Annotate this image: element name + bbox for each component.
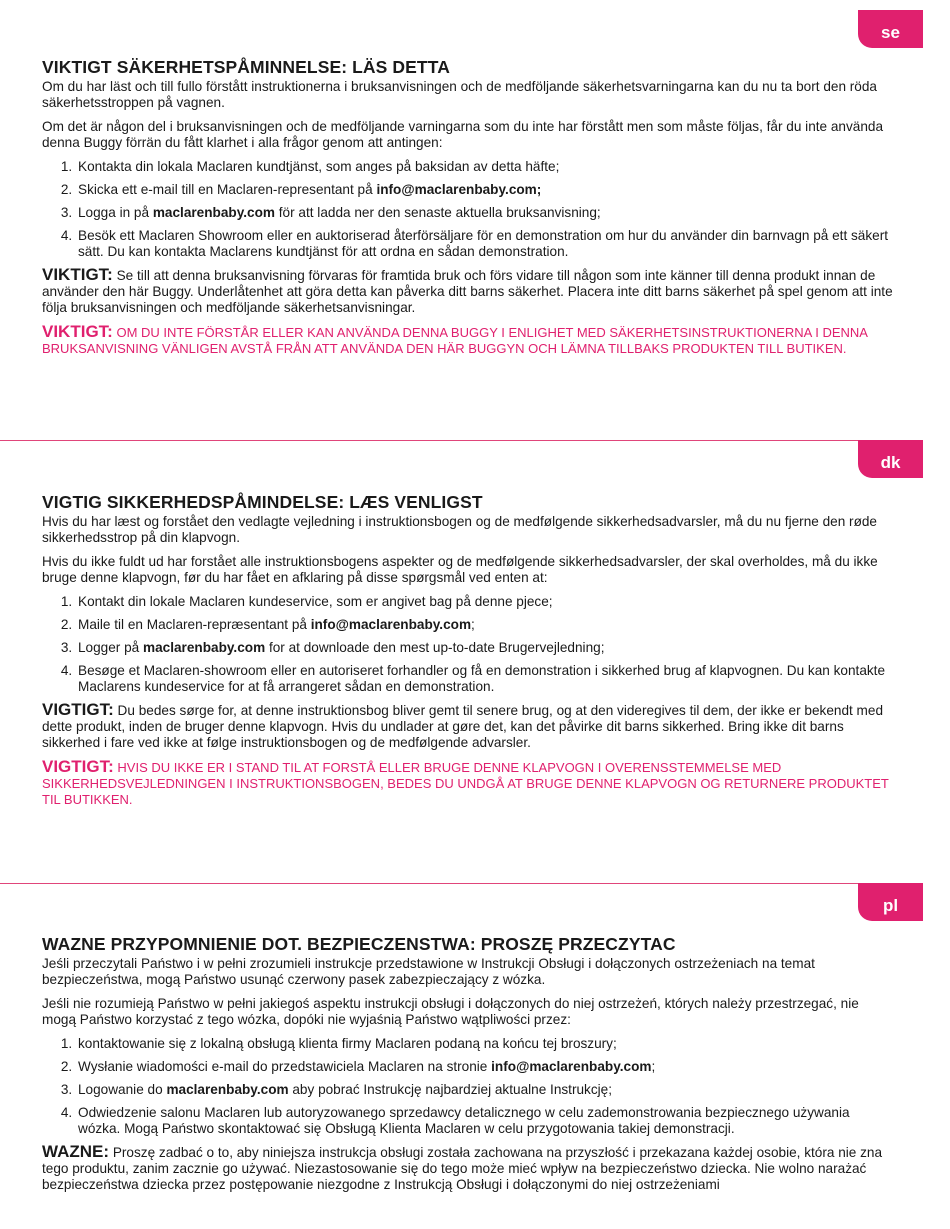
section-divider — [0, 883, 858, 884]
intro-paragraph: Hvis du har læst og forstået den vedlagte vejledning i instruktionsbogen og de medfølgende sikkerhedsadvarsler, må du nu fjerne den røde sikkerhedsstrop på din klapvogn. — [42, 514, 877, 545]
section-title: VIKTIGT SÄKERHETSPÅMINNELSE: LÄS DETTA — [42, 57, 450, 77]
list-item: 2. Skicka ett e-mail till en Maclaren-representant på info@maclarenbaby.com; — [76, 182, 894, 198]
website-link[interactable]: maclarenbaby.com — [166, 1082, 289, 1097]
options-list — [42, 594, 894, 695]
section-title: WAZNE PRZYPOMNIENIE DOT. BEZPIECZENSTWA: PROSZĘ PRZECZYTAC — [42, 934, 676, 954]
language-tab-se: se — [858, 10, 923, 48]
options-list — [42, 1036, 894, 1137]
list-item: 3. Logowanie do maclarenbaby.com aby pobrać Instrukcję najbardziej aktualne Instrukcję; — [76, 1082, 894, 1098]
condition-paragraph: Hvis du ikke fuldt ud har forstået alle instruktionsbogens aspekter og de medfølgende sikkerhedsadvarsler, der skal overholdes, må du ikke bruge denne klapvogn, før du har fået en afklaring på disse spørgsmål ved enten at: — [42, 554, 878, 585]
email-link[interactable]: info@maclarenbaby.com; — [376, 182, 542, 197]
language-tab-dk: dk — [858, 440, 923, 478]
website-link[interactable]: maclarenbaby.com — [143, 640, 266, 655]
list-item: 4. Odwiedzenie salonu Maclaren lub autoryzowanego sprzedawcy detalicznego w celu zademonstrowania bezpiecznego używania wózka. Mogą Państwo skontaktować się Obsługą Klienta Maclaren w celu przygotowania takiej demonstracji. — [76, 1105, 894, 1137]
website-link[interactable]: maclarenbaby.com — [152, 205, 275, 220]
list-item: 2. Maile til en Maclaren-repræsentant på info@maclarenbaby.com; — [76, 617, 894, 633]
list-item: 3. Logger på maclarenbaby.com for at downloade den mest up-to-date Brugervejledning; — [76, 640, 894, 656]
list-item: 4. Besök ett Maclaren Showroom eller en auktoriserad återförsäljare för en demonstration om hur du använder din barnvagn på ett säkert sätt. Du kan kontakta Maclarens kundtjänst för att ordna en sådan demonstration. — [76, 228, 894, 260]
intro-paragraph: Om du har läst och till fullo förstått instruktionerna i bruksanvisningen och de medföljande säkerhetsvarningarna kan du nu ta bort den röda säkerhetsstroppen på vagnen. — [42, 79, 877, 110]
language-tab-pl: pl — [858, 883, 923, 921]
important-note: VIKTIGT: Se till att denna bruksanvisning förvaras för framtida bruk och förs vidare till någon som inte känner till denna produkt innan de använder den här Buggy. Underlåtenhet att göra detta kan påverka ditt barns säkerhet. Placera inte ditt barns säkerhet på spel genom att inte följa bruksanvisningen och medföljande säkerhetsanvisningar. — [42, 265, 893, 315]
condition-paragraph: Jeśli nie rozumieją Państwo w pełni jakiegoś aspektu instrukcji obsługi i dołączonych do niej ostrzeżeń, których należy przestrzegać, nie mogą Państwo korzystać z tego wózka, dopóki nie wyjaśnią Państwo wątpliwości przez: — [42, 996, 859, 1027]
list-item: 4. Besøge et Maclaren-showroom eller en autoriseret forhandler og få en demonstration i sikkerhed brug af klapvognen. Du kan kontakte Maclarens kundeservice for at få arrangeret sådan en demonstration. — [76, 663, 894, 695]
email-link[interactable]: info@maclarenbaby.com — [491, 1059, 652, 1074]
important-note: VIGTIGT: Du bedes sørge for, at denne instruktionsbog bliver gemt til senere brug, og at den videregives til dem, der ikke er bekendt med dette produkt, inden de bruger denne klapvogn. Hvis du undlader at gøre det, kan det påvirke dit barns sikkerhed. Bring ikke dit barns sikkerhed i fare ved ikke at følge instruktionsbogen og de medfølgende advarsler. — [42, 700, 884, 750]
condition-paragraph: Om det är någon del i bruksanvisningen och de medföljande varningarna som du inte har förstått men som måste följas, får du inte använda denna Buggy förrän du fått klarhet i alla frågor genom att antingen: — [42, 119, 884, 150]
email-link[interactable]: info@maclarenbaby.com — [310, 617, 472, 632]
options-list — [42, 159, 894, 260]
list-item: 3. Logga in på maclarenbaby.com för att ladda ner den senaste aktuella bruksanvisning; — [76, 205, 894, 221]
list-item: 1. Kontakt din lokale Maclaren kundeservice, som er angivet bag på denne pjece; — [76, 594, 894, 610]
warning-note: VIKTIGT: OM DU INTE FÖRSTÅR ELLER KAN ANVÄNDA DENNA BUGGY I ENLIGHET MED SÄKERHETSINSTRUKTIONERNA I DENNA BRUKSANVISNING VÄNLIGEN AVSTÅ FRÅN ATT ANVÄNDA DEN HÄR BUGGYN OCH LÄMNA TILLBAKS PRODUKTEN TILL BUTIKEN. — [42, 322, 868, 356]
warning-note: VIGTIGT: HVIS DU IKKE ER I STAND TIL AT FORSTÅ ELLER BRUGE DENNE KLAPVOGN I OVERENSSTEMMELSE MED SIKKERHEDSVEJLEDNINGEN I INSTRUKTIONSBOGEN, BEDES DU UNDGÅ AT BRUGE DENNE KLAPVOGN OG RETURNERE PRODUKTET TIL BUTIKKEN. — [42, 757, 889, 807]
section-divider — [0, 440, 858, 441]
important-note: WAZNE: Proszę zadbać o to, aby niniejsza instrukcja obsługi została zachowana na przyszłość i przekazana każdej osobie, która nie zna tego produktu, zanim zacznie go używać. Niezastosowanie się do tego może mieć wpływ na bezpieczeństwo dziecka. Nie wolno narażać bezpieczeństwa dziecka przez postępowanie niezgodne z Instrukcją Obsługi i dołączonymi do niej ostrzeżeniami — [42, 1142, 883, 1192]
list-item: 1. Kontakta din lokala Maclaren kundtjänst, som anges på baksidan av detta häfte; — [76, 159, 894, 175]
intro-paragraph: Jeśli przeczytali Państwo i w pełni zrozumieli instrukcje przedstawione w Instrukcji Obsługi i dołączonych ostrzeżeniach na temat bezpieczeństwa, mogą Państwo usunąć czerwony pasek zabezpieczający z wózka. — [42, 956, 815, 987]
list-item: 2. Wysłanie wiadomości e-mail do przedstawiciela Maclaren na stronie info@maclarenbaby.com; — [76, 1059, 894, 1075]
section-title: VIGTIG SIKKERHEDSPÅMINDELSE: LÆS VENLIGST — [42, 492, 483, 512]
list-item: 1. kontaktowanie się z lokalną obsługą klienta firmy Maclaren podaną na końcu tej broszury; — [76, 1036, 894, 1052]
